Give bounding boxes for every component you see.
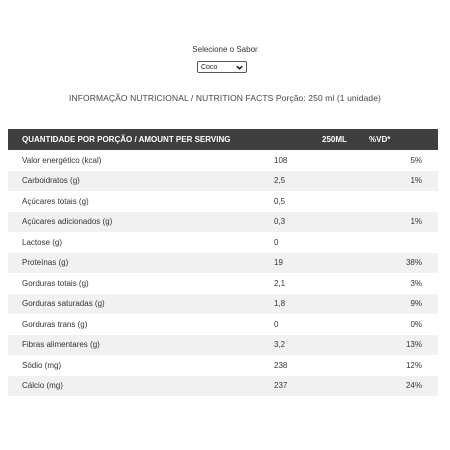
table-row	[8, 376, 438, 397]
nutrient-daily-value: 38%	[369, 253, 438, 274]
nutrient-daily-value	[369, 232, 438, 253]
chevron-down-icon	[235, 63, 244, 72]
table-row	[8, 171, 438, 192]
table-row	[8, 335, 438, 356]
nutrient-daily-value: 1%	[369, 171, 438, 192]
nutrient-name: Gorduras saturadas (g)	[8, 294, 274, 315]
nutrient-amount: 0	[274, 319, 279, 329]
nutrient-name: Cálcio (mg)	[8, 376, 274, 397]
nutrient-amount: 0,5	[274, 196, 286, 206]
nutrient-amount: 1,8	[274, 294, 369, 315]
nutrient-name: Fibras alimentares (g)	[8, 335, 274, 356]
nutrient-amount: 0,3	[274, 212, 369, 233]
nutrient-name: Gorduras totais (g)	[22, 278, 89, 288]
nutrient-amount: 2,1	[274, 278, 286, 288]
table-row	[8, 273, 438, 294]
column-header-amount: 250ML	[274, 129, 369, 150]
flavor-select-value: Coco	[201, 63, 218, 71]
table-row	[8, 232, 438, 253]
column-header-daily-value: %VD*	[369, 129, 438, 150]
nutrient-amount: 238	[274, 360, 288, 370]
nutrient-amount: 3,2	[274, 335, 369, 356]
nutrition-heading: INFORMAÇÃO NUTRICIONAL / NUTRITION FACTS Porção: 250 ml (1 unidade)	[69, 93, 381, 103]
flavor-select-label: Selecione o Sabor	[192, 45, 258, 54]
nutrient-daily-value: 13%	[369, 335, 438, 356]
table-row	[8, 150, 438, 171]
flavor-select[interactable]	[197, 61, 247, 73]
nutrition-table	[8, 129, 438, 396]
nutrient-name: Lactose (g)	[22, 237, 63, 247]
nutrient-name: Sódio (mg)	[22, 360, 62, 370]
nutrient-daily-value: 5%	[410, 155, 422, 165]
nutrient-name: Valor energético (kcal)	[22, 155, 102, 165]
table-row	[8, 314, 438, 335]
nutrient-daily-value: 24%	[369, 376, 438, 397]
nutrient-name: Carboidratos (g)	[8, 171, 274, 192]
nutrient-amount: 0	[274, 237, 279, 247]
table-header-row	[8, 129, 438, 150]
nutrient-amount: 237	[274, 376, 369, 397]
table-row	[8, 212, 438, 233]
nutrient-daily-value: 3%	[410, 278, 422, 288]
table-row	[8, 253, 438, 274]
nutrient-daily-value: 12%	[405, 360, 422, 370]
table-row	[8, 355, 438, 376]
table-row	[8, 294, 438, 315]
nutrient-name: Proteínas (g)	[8, 253, 274, 274]
nutrient-amount: 19	[274, 253, 369, 274]
nutrient-daily-value	[369, 191, 438, 212]
column-header-nutrient: QUANTIDADE POR PORÇÃO / AMOUNT PER SERVING	[8, 129, 274, 150]
nutrient-name: Açúcares adicionados (g)	[8, 212, 274, 233]
nutrient-daily-value: 9%	[369, 294, 438, 315]
nutrient-amount: 2,5	[274, 171, 369, 192]
table-row	[8, 191, 438, 212]
nutrient-daily-value: 0%	[410, 319, 422, 329]
nutrient-name: Açúcares totais (g)	[22, 196, 89, 206]
nutrient-daily-value: 1%	[369, 212, 438, 233]
nutrient-name: Gorduras trans (g)	[22, 319, 88, 329]
nutrient-amount: 108	[274, 155, 288, 165]
